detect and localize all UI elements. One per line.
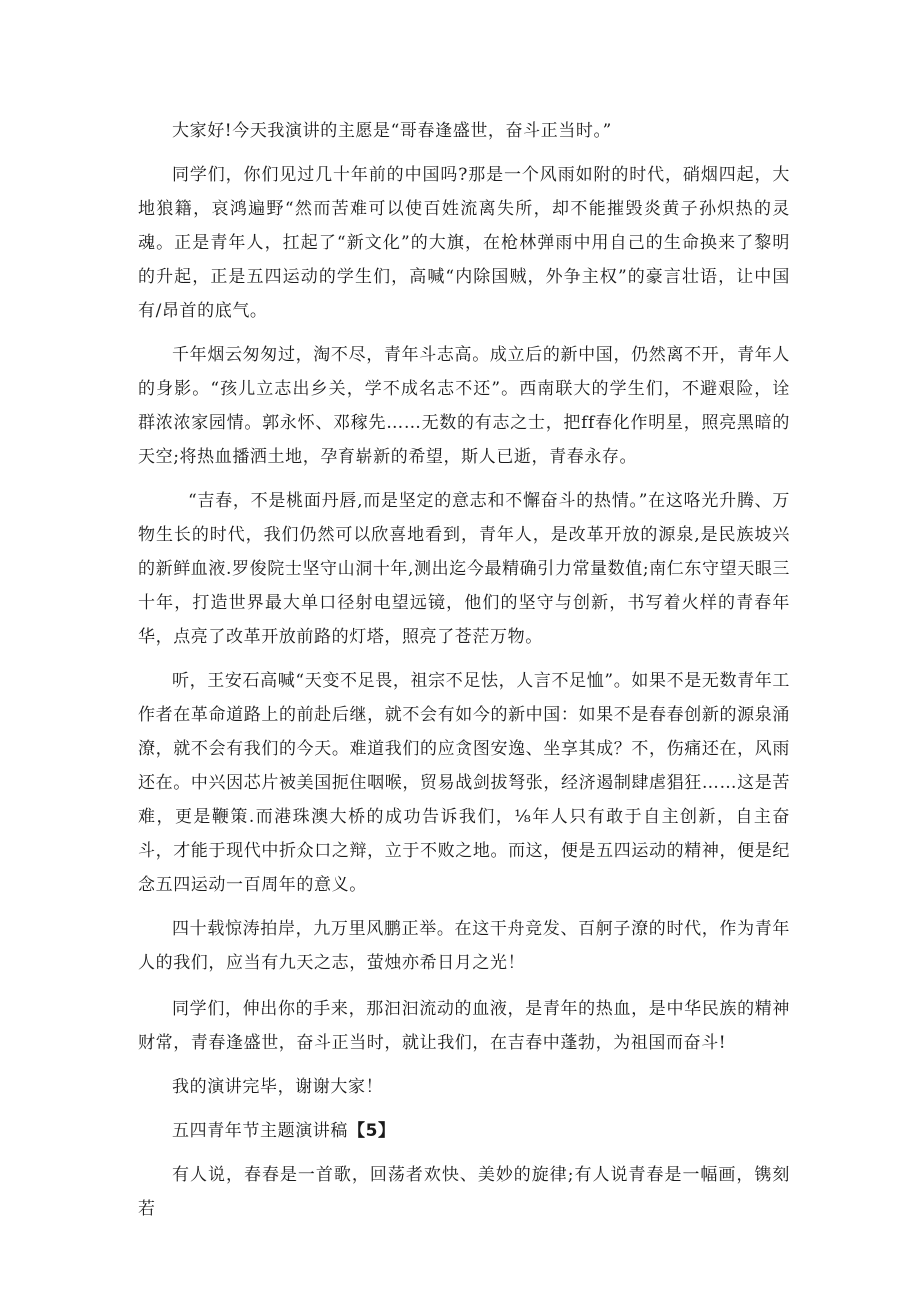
section-heading-number: 【5】 <box>348 1121 396 1141</box>
paragraph-new-china: 千年烟云匆匆过，淘不尽，青年斗志高。成立后的新中国，仍然离不开，青年人的身影。“孩儿立志出乡关，学不成名志不还”。西南联大的学生们，不避艰险，诠群浓浓家园情。郭永怀、邓稼先……无数的有志之士，把ff春化作明星，照亮黑暗的天空;将热血播洒土地，孕育崭新的希望，斯人已逝，青春永存。 <box>138 345 790 467</box>
section-heading <box>138 1114 790 1148</box>
paragraph-greeting: 大家好!今天我演讲的主愿是“哥春逢盛世，奋斗正当时。” <box>172 121 612 141</box>
paragraph-next-speech: 有人说，春春是一首歌，回荡者欢快、美妙的旋律;有人说青春是一幅画，镌刻若 <box>138 1165 790 1219</box>
paragraph-innovation: 听，王安石高喊“天变不足畏，祖宗不足怯，人言不足恤”。如果不是无数青年工作者在革命道路上的前赴后继，就不会有如今的新中国：如果不是春春创新的源泉涌潦，就不会有我们的今天。难道我们的应贪图安逸、坐享其成？不，伤痛还在，风雨还在。中兴因芯片被美国扼住咽喉，贸易战剑拔弩张，经济遏制肆虐猖狂……这是苦难，更是鞭策.而港珠澳大桥的成功告诉我们，⅛年人只有敢于自主创新，自主奋斗，才能于现代中折众口之辩，立于不败之地。而这，便是五四运动的精神，便是纪念五四运动一百周年的意义。 <box>138 671 790 895</box>
paragraph-closing: 我的演讲完毕，谢谢大家！ <box>172 1077 384 1097</box>
paragraph-youth-definition: “吉春，不是桃面丹唇,而是坚定的意志和不懈奋斗的热情。”在这咯光升腾、万物生长的时代，我们仍然可以欣喜地看到，青年人，是改革开放的源泉,是民族坡兴的新鲜血液.罗俊院士坚守山洞十年,测出迄今最精确引力常量数值;南仁东守望天眼三十年，打造世界最大单口径射电望远镜，他们的坚守与创新，书写着火样的青春年华，点亮了改革开放前路的灯塔，照亮了苍茫万物。 <box>138 491 790 647</box>
document-body <box>138 114 790 1226</box>
paragraph-forty-years: 四十载惊涛拍岸，九万里风鹏正举。在这干舟竞发、百舸子潦的时代，作为青年人的我们，应当有九天之志，萤烛亦希日月之光！ <box>138 919 790 973</box>
paragraph-call-to-action: 同学们，伸出你的手来，那汩汩流动的血液，是青年的热血，是中华民族的精神财常，青春逢盛世，奋斗正当时，就让我们，在吉春中蓬勃，为祖国而奋斗! <box>138 999 790 1053</box>
paragraph-history: 同学们，你们见过几十年前的中国吗?那是一个风雨如附的时代，硝烟四起，大地狼籍，哀鸿遍野“然而苦难可以使百姓流离失所，却不能摧毁炎黄子孙炽热的灵魂。正是青年人，扛起了“新文化”的大旗，在枪林弹雨中用自己的生命换来了黎明的升起，正是五四运动的学生们，高喊“内除国贼，外争主权”的豪言壮语，让中国有/昂首的底气。 <box>138 165 790 321</box>
section-heading-text: 五四青年节主题演讲稿 <box>172 1121 348 1141</box>
